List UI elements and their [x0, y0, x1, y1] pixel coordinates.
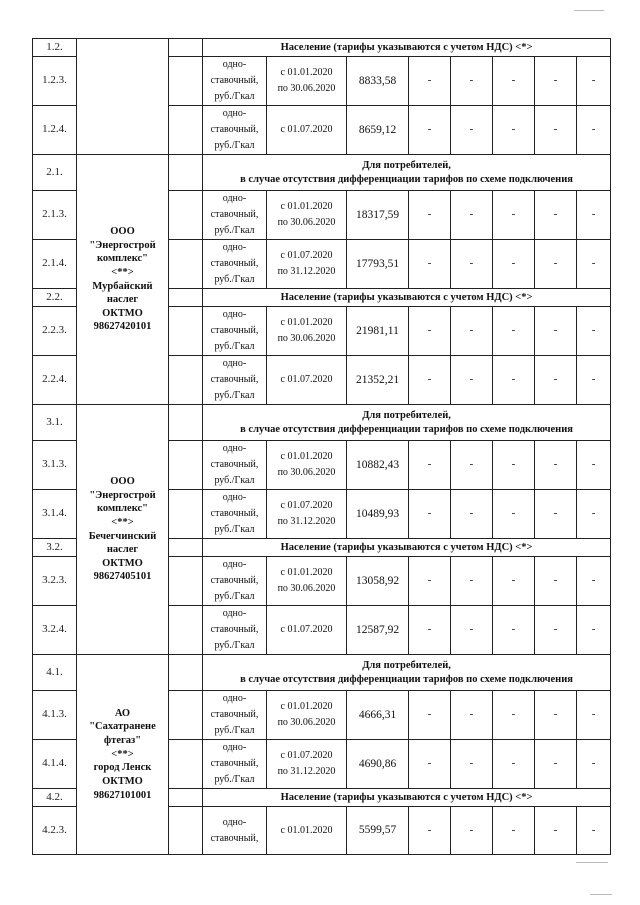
tariff-unit-line: руб./Гкал	[214, 524, 255, 535]
empty-value-dash: -	[535, 691, 577, 740]
tariff-value: 5599,57	[347, 807, 409, 855]
section-header-row	[33, 155, 611, 191]
row-number: 1.2.3.	[33, 57, 77, 106]
empty-value-dash: -	[409, 807, 451, 855]
empty-value-dash: -	[493, 191, 535, 240]
organization-line: комплекс"	[97, 503, 148, 515]
organization-line: <**>	[111, 266, 134, 278]
empty-value-dash: -	[577, 307, 611, 356]
empty-value-dash: -	[535, 807, 577, 855]
tariff-period	[267, 240, 347, 289]
spacer-cell	[169, 807, 203, 855]
spacer-cell	[169, 789, 203, 807]
tariff-unit-line: одно-	[222, 309, 247, 320]
tariff-unit	[203, 557, 267, 606]
row-number: 2.1.	[33, 155, 77, 191]
organization-cell	[77, 155, 169, 405]
tariff-unit	[203, 307, 267, 356]
tariff-period-line: с 01.07.2020	[280, 750, 333, 761]
organization-line: комплекс"	[97, 253, 148, 265]
organization-line: АО	[114, 707, 131, 719]
tariff-unit-line: руб./Гкал	[214, 91, 255, 102]
tariff-unit-line: ставочный,	[210, 832, 259, 844]
tariff-unit-line: ставочный,	[210, 374, 259, 385]
spacer-cell	[169, 490, 203, 539]
tariff-period	[267, 307, 347, 356]
scan-artifact	[576, 862, 608, 863]
organization-cell	[77, 655, 169, 855]
spacer-cell	[169, 441, 203, 490]
tariff-unit-line: одно-	[222, 492, 247, 503]
tariff-period-line: по 31.12.2020	[277, 766, 336, 777]
tariff-period-line: с 01.01.2020	[280, 201, 333, 212]
tariff-unit-line: руб./Гкал	[214, 640, 255, 651]
spacer-cell	[169, 240, 203, 289]
organization-line: Бечегчинский	[88, 530, 157, 542]
organization-line: ОКТМО	[102, 557, 143, 569]
row-number: 4.1.4.	[33, 740, 77, 789]
organization-line: ОКТМО	[102, 775, 143, 787]
tariff-unit-line: ставочный,	[210, 508, 259, 519]
tariff-period-line: по 30.06.2020	[277, 83, 336, 94]
empty-value-dash: -	[493, 606, 535, 655]
organization-line: "Энергострой	[89, 489, 156, 501]
empty-value-dash: -	[535, 106, 577, 155]
spacer-cell	[169, 557, 203, 606]
empty-value-dash: -	[409, 106, 451, 155]
row-number: 2.2.3.	[33, 307, 77, 356]
row-number: 2.2.4.	[33, 356, 77, 405]
section-header	[203, 155, 611, 191]
tariff-unit-line: руб./Гкал	[214, 274, 255, 285]
row-number: 2.1.3.	[33, 191, 77, 240]
organization-line: фтегаз"	[103, 735, 142, 747]
row-number: 3.2.3.	[33, 557, 77, 606]
tariff-value: 8659,12	[347, 106, 409, 155]
section-header-line: Население (тарифы указываются с учетом НДС) <*>	[280, 291, 533, 303]
empty-value-dash: -	[535, 490, 577, 539]
organization-cell	[77, 405, 169, 655]
empty-value-dash: -	[493, 356, 535, 405]
tariff-unit	[203, 356, 267, 405]
tariff-value: 21981,11	[347, 307, 409, 356]
tariff-period-line: с 01.01.2020	[280, 824, 333, 836]
tariff-unit	[203, 490, 267, 539]
row-number: 1.2.4.	[33, 106, 77, 155]
tariff-unit	[203, 691, 267, 740]
row-number: 3.2.	[33, 539, 77, 557]
tariff-period-line: с 01.01.2020	[280, 67, 333, 78]
tariff-period-line: по 31.12.2020	[277, 266, 336, 277]
tariff-period-line: с 01.07.2020	[280, 124, 333, 135]
empty-value-dash: -	[535, 191, 577, 240]
row-number: 4.2.	[33, 789, 77, 807]
tariff-unit-line: ставочный,	[210, 709, 259, 720]
tariff-period-line: по 30.06.2020	[277, 583, 336, 594]
empty-value-dash: -	[409, 57, 451, 106]
tariff-unit-line: одно-	[222, 559, 247, 570]
empty-value-dash: -	[451, 307, 493, 356]
section-header	[203, 539, 611, 557]
tariff-unit	[203, 740, 267, 789]
tariff-unit-line: ставочный,	[210, 459, 259, 470]
tariff-table-body	[33, 39, 611, 855]
empty-value-dash: -	[535, 240, 577, 289]
scan-artifact	[590, 894, 612, 895]
tariff-unit	[203, 57, 267, 106]
empty-value-dash: -	[451, 106, 493, 155]
section-header	[203, 39, 611, 57]
tariff-period-line: с 01.07.2020	[280, 500, 333, 511]
tariff-unit-line: ставочный,	[210, 124, 259, 135]
tariff-period-line: по 30.06.2020	[277, 333, 336, 344]
empty-value-dash: -	[493, 807, 535, 855]
section-header	[203, 405, 611, 441]
empty-value-dash: -	[577, 191, 611, 240]
organization-line: 98627420101	[93, 321, 152, 333]
tariff-unit-line: ставочный,	[210, 624, 259, 635]
section-header	[203, 289, 611, 307]
empty-value-dash: -	[577, 106, 611, 155]
tariff-unit-line: руб./Гкал	[214, 390, 255, 401]
row-number: 3.1.3.	[33, 441, 77, 490]
empty-value-dash: -	[451, 356, 493, 405]
empty-value-dash: -	[409, 740, 451, 789]
tariff-unit	[203, 240, 267, 289]
spacer-cell	[169, 106, 203, 155]
empty-value-dash: -	[535, 557, 577, 606]
tariff-unit	[203, 441, 267, 490]
section-header-line: Для потребителей,	[362, 660, 451, 672]
section-header-line: Для потребителей,	[362, 160, 451, 172]
tariff-value: 18317,59	[347, 191, 409, 240]
tariff-unit-line: одно-	[222, 242, 247, 253]
section-header-line: в случае отсутствия дифференциации тарифов по схеме подключения	[240, 173, 573, 185]
spacer-cell	[169, 539, 203, 557]
empty-value-dash: -	[493, 106, 535, 155]
tariff-unit	[203, 606, 267, 655]
organization-line: <**>	[111, 516, 134, 528]
tariff-period-line: с 01.07.2020	[280, 374, 333, 385]
organization-line: ООО	[110, 225, 135, 237]
tariff-value: 13058,92	[347, 557, 409, 606]
spacer-cell	[169, 155, 203, 191]
tariff-unit-line: ставочный,	[210, 575, 259, 586]
row-number: 2.1.4.	[33, 240, 77, 289]
empty-value-dash: -	[409, 356, 451, 405]
tariff-period	[267, 106, 347, 155]
tariff-unit-line: одно-	[222, 108, 247, 119]
tariff-unit-line: одно-	[222, 693, 247, 704]
section-header	[203, 789, 611, 807]
empty-value-dash: -	[535, 606, 577, 655]
tariff-unit-line: одно-	[222, 443, 247, 454]
tariff-unit-line: руб./Гкал	[214, 774, 255, 785]
empty-value-dash: -	[493, 490, 535, 539]
spacer-cell	[169, 307, 203, 356]
section-header-line: Население (тарифы указываются с учетом НДС) <*>	[280, 541, 533, 553]
tariff-value: 8833,58	[347, 57, 409, 106]
tariff-period-line: по 30.06.2020	[277, 717, 336, 728]
tariff-period-line: по 30.06.2020	[277, 217, 336, 228]
organization-cell	[77, 39, 169, 155]
section-header-row	[33, 405, 611, 441]
tariff-unit-line: одно-	[222, 59, 247, 70]
spacer-cell	[169, 57, 203, 106]
tariff-unit	[203, 807, 267, 855]
row-number: 3.2.4.	[33, 606, 77, 655]
empty-value-dash: -	[493, 441, 535, 490]
empty-value-dash: -	[451, 807, 493, 855]
tariff-value: 21352,21	[347, 356, 409, 405]
tariff-period-line: с 01.01.2020	[280, 701, 333, 712]
empty-value-dash: -	[577, 240, 611, 289]
empty-value-dash: -	[451, 191, 493, 240]
empty-value-dash: -	[577, 740, 611, 789]
section-header	[203, 655, 611, 691]
tariff-period	[267, 606, 347, 655]
tariff-period	[267, 57, 347, 106]
empty-value-dash: -	[577, 691, 611, 740]
empty-value-dash: -	[409, 307, 451, 356]
empty-value-dash: -	[577, 807, 611, 855]
tariff-period-line: с 01.07.2020	[280, 624, 333, 635]
empty-value-dash: -	[451, 490, 493, 539]
empty-value-dash: -	[535, 356, 577, 405]
organization-line: 98627101001	[93, 789, 152, 801]
tariff-period-line: по 31.12.2020	[277, 516, 336, 527]
tariff-unit-line: одно-	[222, 193, 247, 204]
organization-line: "Сахатранене	[89, 721, 156, 733]
tariff-unit-line: ставочный,	[210, 209, 259, 220]
organization-line: "Энергострой	[89, 239, 156, 251]
empty-value-dash: -	[493, 240, 535, 289]
tariff-period	[267, 740, 347, 789]
spacer-cell	[169, 691, 203, 740]
empty-value-dash: -	[409, 606, 451, 655]
empty-value-dash: -	[409, 557, 451, 606]
tariff-unit-line: руб./Гкал	[214, 591, 255, 602]
spacer-cell	[169, 191, 203, 240]
row-number: 4.2.3.	[33, 807, 77, 855]
tariff-value: 12587,92	[347, 606, 409, 655]
spacer-cell	[169, 289, 203, 307]
section-header-line: Население (тарифы указываются с учетом НДС) <*>	[280, 791, 533, 803]
tariff-period-line: с 01.07.2020	[280, 250, 333, 261]
tariff-period-line: с 01.01.2020	[280, 451, 333, 462]
tariff-period	[267, 807, 347, 855]
tariff-unit-line: одно-	[222, 816, 247, 828]
organization-line: ООО	[110, 475, 135, 487]
tariff-unit	[203, 106, 267, 155]
section-header-line: в случае отсутствия дифференциации тарифов по схеме подключения	[240, 673, 573, 685]
empty-value-dash: -	[451, 240, 493, 289]
tariff-unit-line: руб./Гкал	[214, 225, 255, 236]
scan-artifact	[574, 10, 604, 11]
tariff-unit-line: одно-	[222, 742, 247, 753]
tariff-period	[267, 490, 347, 539]
tariff-table	[32, 38, 611, 855]
tariff-unit-line: руб./Гкал	[214, 140, 255, 151]
empty-value-dash: -	[409, 240, 451, 289]
tariff-value: 10489,93	[347, 490, 409, 539]
empty-value-dash: -	[409, 191, 451, 240]
empty-value-dash: -	[577, 441, 611, 490]
row-number: 2.2.	[33, 289, 77, 307]
tariff-unit-line: ставочный,	[210, 758, 259, 769]
empty-value-dash: -	[535, 740, 577, 789]
tariff-unit-line: руб./Гкал	[214, 475, 255, 486]
empty-value-dash: -	[409, 441, 451, 490]
row-number: 3.1.	[33, 405, 77, 441]
tariff-unit-line: ставочный,	[210, 258, 259, 269]
section-header-line: Население (тарифы указываются с учетом НДС) <*>	[280, 41, 533, 53]
spacer-cell	[169, 405, 203, 441]
spacer-cell	[169, 356, 203, 405]
empty-value-dash: -	[493, 691, 535, 740]
row-number: 4.1.3.	[33, 691, 77, 740]
empty-value-dash: -	[451, 557, 493, 606]
empty-value-dash: -	[451, 740, 493, 789]
tariff-value: 4690,86	[347, 740, 409, 789]
tariff-period-line: по 30.06.2020	[277, 467, 336, 478]
empty-value-dash: -	[493, 557, 535, 606]
empty-value-dash: -	[577, 57, 611, 106]
spacer-cell	[169, 39, 203, 57]
empty-value-dash: -	[493, 740, 535, 789]
organization-line: город Ленск	[93, 762, 152, 774]
tariff-unit-line: ставочный,	[210, 325, 259, 336]
section-header-row	[33, 39, 611, 57]
empty-value-dash: -	[535, 57, 577, 106]
tariff-period	[267, 356, 347, 405]
tariff-value: 4666,31	[347, 691, 409, 740]
organization-line: Мурбайский	[92, 280, 153, 292]
empty-value-dash: -	[409, 691, 451, 740]
empty-value-dash: -	[451, 691, 493, 740]
row-number: 4.1.	[33, 655, 77, 691]
tariff-period-line: с 01.01.2020	[280, 567, 333, 578]
organization-line: наслег	[106, 544, 139, 556]
empty-value-dash: -	[493, 307, 535, 356]
spacer-cell	[169, 655, 203, 691]
spacer-cell	[169, 606, 203, 655]
tariff-value: 10882,43	[347, 441, 409, 490]
organization-line: наслег	[106, 294, 139, 306]
empty-value-dash: -	[535, 307, 577, 356]
tariff-unit-line: руб./Гкал	[214, 341, 255, 352]
section-header-line: в случае отсутствия дифференциации тарифов по схеме подключения	[240, 423, 573, 435]
tariff-period	[267, 557, 347, 606]
spacer-cell	[169, 740, 203, 789]
tariff-period	[267, 691, 347, 740]
organization-line: 98627405101	[93, 571, 152, 583]
tariff-unit-line: ставочный,	[210, 75, 259, 86]
empty-value-dash: -	[451, 441, 493, 490]
section-header-row	[33, 655, 611, 691]
empty-value-dash: -	[451, 606, 493, 655]
empty-value-dash: -	[577, 606, 611, 655]
empty-value-dash: -	[577, 490, 611, 539]
organization-line: ОКТМО	[102, 307, 143, 319]
empty-value-dash: -	[409, 490, 451, 539]
tariff-unit-line: руб./Гкал	[214, 725, 255, 736]
tariff-period	[267, 191, 347, 240]
section-header-line: Для потребителей,	[362, 410, 451, 422]
organization-line: <**>	[111, 748, 134, 760]
tariff-unit-line: одно-	[222, 358, 247, 369]
empty-value-dash: -	[535, 441, 577, 490]
empty-value-dash: -	[577, 557, 611, 606]
tariff-period-line: с 01.01.2020	[280, 317, 333, 328]
row-number: 3.1.4.	[33, 490, 77, 539]
empty-value-dash: -	[577, 356, 611, 405]
tariff-period	[267, 441, 347, 490]
empty-value-dash: -	[493, 57, 535, 106]
empty-value-dash: -	[451, 57, 493, 106]
tariff-unit-line: одно-	[222, 608, 247, 619]
row-number: 1.2.	[33, 39, 77, 57]
tariff-value: 17793,51	[347, 240, 409, 289]
tariff-unit	[203, 191, 267, 240]
